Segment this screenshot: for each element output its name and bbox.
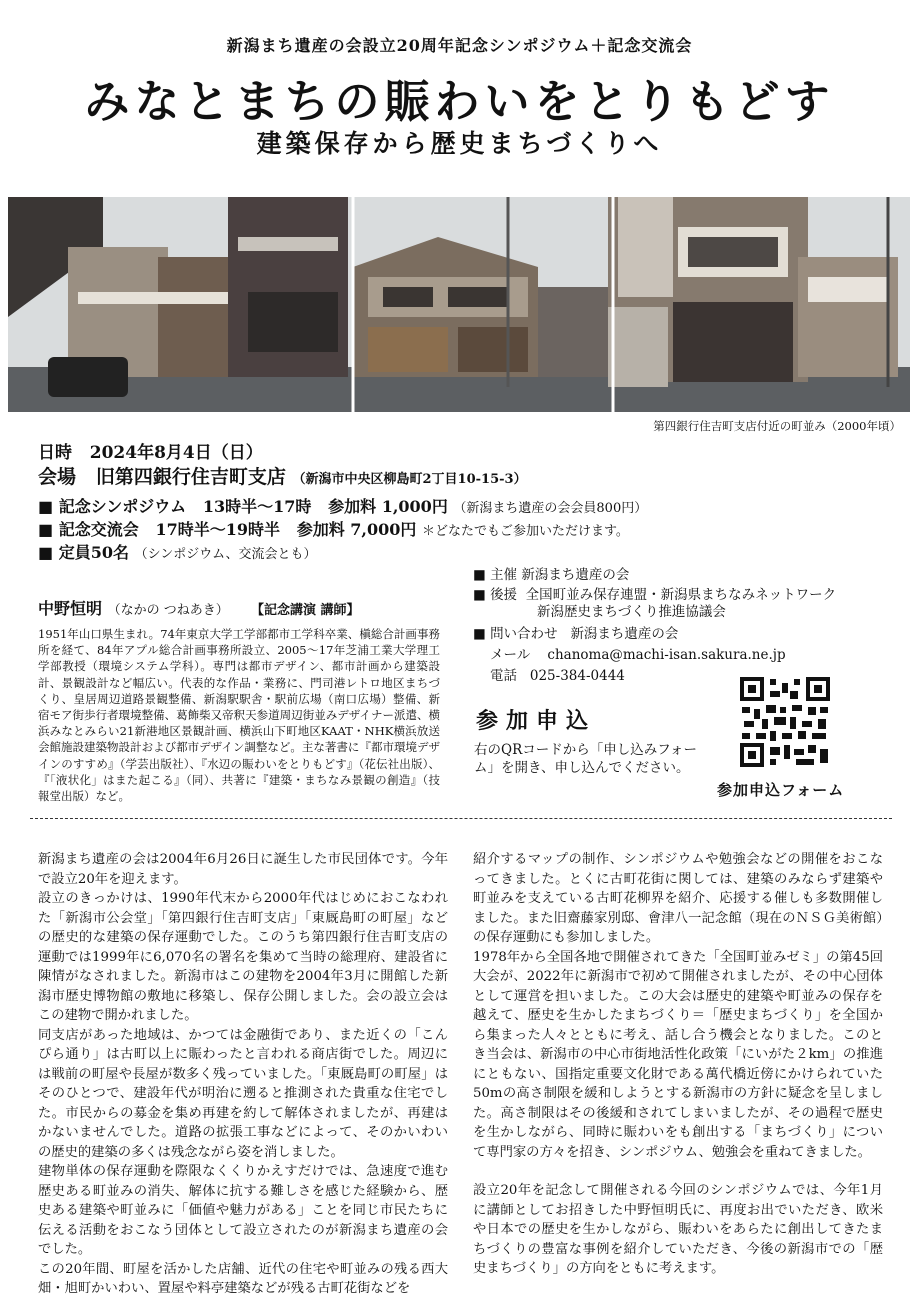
- date-value: 2024年8月4日（日）: [89, 443, 263, 463]
- mail-label: メール: [490, 647, 531, 663]
- square-bullet-icon: ■: [38, 520, 54, 539]
- mail-address[interactable]: chanoma@machi-isan.sakura.ne.jp: [547, 647, 786, 663]
- apply-text: 右のQRコードから「申し込みフォーム」を開き、申し込んでください。: [474, 742, 698, 776]
- contact-label: 問い合わせ: [490, 626, 558, 642]
- body-paragraph: 同支店があった地域は、かつては金融街であり、また近くの「こんぴら通り」は古町以上に賑わったと言われる商店街でした。周辺には戦前の町屋や長屋が数多く残っていました。「東厩島町の町屋」はそのひとつで、建設年代が明治に遡ると推測された貴重な住宅でした。市民からの募金を集め再建を約して解体されましたが、再建はかないませんでした。道路の拡張工事などによって、そのかいわいの歴史的建築の多くは残念ながら姿を消しました。: [38, 1027, 448, 1160]
- program-item-reception: [38, 517, 629, 540]
- support-line-2: 新潟歴史まちづくり推進協議会: [537, 604, 726, 620]
- program-fee: 参加料 7,000円: [296, 520, 417, 539]
- host-line: [473, 563, 629, 583]
- speaker-heading: [38, 596, 360, 619]
- program-label: 定員50名: [58, 543, 129, 562]
- body-paragraph: 紹介するマップの制作、シンポジウムや勉強会などの開催をおこなってきました。とくに古町花街に関しては、建築のみならず建築や町並みを支えている古町花柳界を紹介、応援する催しも多数開催しました。また旧齋藤家別邸、會津八一記念館（現在のＮＳＧ美術館）の保存運動にも参加しました。: [473, 852, 883, 945]
- program-time: 17時半～19時半: [155, 520, 280, 539]
- apply-heading: 参加申込: [476, 708, 597, 734]
- pre-title: 新潟まち遺産の会設立20周年記念シンポジウム＋記念交流会: [226, 36, 693, 55]
- host-label: 主催: [490, 567, 518, 583]
- square-bullet-icon: ■: [38, 543, 54, 562]
- square-bullet-icon: ■: [473, 587, 486, 603]
- program-label: 記念交流会: [58, 520, 139, 539]
- tel-label: 電話: [490, 668, 517, 684]
- program-note: ＊どなたでもご参加いただけます。: [421, 524, 629, 539]
- program-note: （新潟まち遺産の会会員800円）: [453, 501, 648, 516]
- speaker-role: 【記念講演 講師】: [251, 603, 360, 618]
- qr-code-graphic: [740, 677, 830, 767]
- venue-address: （新潟市中央区柳島町2丁目10-15-3）: [292, 472, 527, 487]
- program-note: （シンポジウム、交流会とも）: [134, 547, 317, 562]
- speaker-name: 中野恒明: [38, 599, 103, 618]
- tel-number: 025-384-0444: [529, 668, 625, 684]
- event-venue: [38, 462, 527, 489]
- host-name: 新潟まち遺産の会: [521, 567, 630, 583]
- contact-line: [473, 622, 678, 642]
- body-paragraph: 設立のきっかけは、1990年代末から2000年代はじめにおこなわれた「新潟市公会堂」「第四銀行住吉町支店」「東厩島町の町屋」などの歴史的な建築の保存運動でした。このうち第四銀行住吉町支店の運動では1999年に6,070名の署名を集めて当時の総理府、建設省に陳情がなされました。新潟市はこの建物を2004年3月に開館した新潟市歴史博物館の敷地に移築し、保存公開しました。会の設立会はこの建物で開かれました。: [38, 891, 448, 1023]
- subtitle: 建築保存から歴史まちづくりへ: [256, 129, 663, 158]
- main-title: みなとまちの賑わいをとりもどす: [84, 75, 835, 128]
- date-label: 日時: [38, 443, 72, 463]
- square-bullet-icon: ■: [473, 626, 486, 642]
- program-item-capacity: [38, 540, 317, 563]
- program-item-symposium: [38, 494, 647, 517]
- program-label: 記念シンポジウム: [58, 497, 187, 516]
- body-paragraph: この20年間、町屋を活かした店舗、近代の住宅や町並みの残る西大畑・旭町かいわい、置屋や料亭建築などが残る古町花街などを: [38, 1261, 448, 1296]
- mail-line: [490, 643, 786, 663]
- qr-code-icon[interactable]: [740, 677, 830, 767]
- event-date: [38, 438, 263, 463]
- body-left-column: [38, 850, 448, 1299]
- photo-caption: 第四銀行住吉町支店付近の町並み（2000年頃）: [653, 419, 901, 433]
- street-photo-illustration: [8, 197, 910, 412]
- square-bullet-icon: ■: [473, 567, 486, 583]
- program-fee: 参加料 1,000円: [328, 497, 448, 516]
- venue-value: 旧第四銀行住吉町支店: [95, 466, 286, 488]
- body-right-column: [473, 850, 883, 1279]
- body-paragraph: 新潟まち遺産の会は2004年6月26日に誕生した市民団体です。今年で設立20年を迎えます。: [38, 852, 448, 887]
- body-paragraph: 1978年から全国各地で開催されてきた「全国町並みゼミ」の第45回大会が、2022年に新潟市で初めて開催されましたが、その中心団体として運営を担いました。この大会は歴史的建築や町並みの保存を越えて、歴史を生かしたまちづくり＝「歴史まちづくり」を全国から集まった人々とともに考え、話し合う機会となりました。このとき当会は、新潟市の中心市街地活性化政策「にいがた２km」の推進にともない、国指定重要文化財である萬代橋近傍にかけられていた50mの高さ制限を緩和しようとする新潟市の方針に疑念を呈しました。高さ制限はその後緩和されてしまいましたが、その過程で歴史を生かしながら、同時に賑わいをも創出する「まちづくり」について専門家の方々を招き、シンポジウム、勉強会を重ねてきました。: [473, 949, 883, 1160]
- speaker-reading: （なかの つねあき）: [107, 603, 229, 618]
- body-paragraph: 設立20年を記念して開催される今回のシンポジウムでは、今年1月に講師としてお招きした中野恒明氏に、再度お出でいただき、欧米や日本での歴史を生かしながら、賑わいをあらたに創出してきたまちづくりの豊富な事例を紹介していただき、今後の新潟市での「歴史まちづくり」の方向をともに考えます。: [473, 1183, 883, 1276]
- program-time: 13時半～17時: [202, 497, 312, 516]
- support-orgs: 全国町並み保存連盟・新潟県まちなみネットワーク: [525, 587, 837, 603]
- section-divider: [30, 818, 892, 819]
- tel-line: [490, 664, 625, 684]
- qr-label: 参加申込フォーム: [717, 781, 845, 799]
- venue-label: 会場: [38, 466, 77, 488]
- contact-org: 新潟まち遺産の会: [570, 626, 679, 642]
- speaker-bio: 1951年山口県生まれ。74年東京大学工学部都市工学科卒業、槇総合計画事務所を経て、84年アプル総合計画事務所設立、2005～17年芝浦工業大学理工学部教授（環境システム学科）。専門は都市デザイン、都市計画から建築設計、景観設計など幅広い。代表的な作品・業務に、門司港レトロ地区まちづくり、皇居周辺道路景観整備、新潟駅駅舎・駅前広場（南口広場）整備、新宿モア街歩行者環境整備、葛飾柴又帝釈天参道周辺街並みデザイナー派遣、横浜みなとみらい21新港地区景観計画、横浜山下町地区KAAT・NHK横浜放送会館施設建築物設計および都市デザイン調整など。主な著書に『都市環境デザインのすすめ』（学芸出版社）、『水辺の賑わいをとりもどす』（花伝社出版）、『「液状化」はまた起こる』（同）、共著に『建築・まちなみ景観の創造』（技報堂出版）など。: [38, 627, 440, 804]
- support-label: 後援: [490, 587, 518, 603]
- street-photo: [8, 197, 910, 412]
- square-bullet-icon: ■: [38, 497, 54, 516]
- body-paragraph: 建物単体の保存運動を際限なくくりかえすだけでは、急速度で進む歴史ある町並みの消失、解体に抗する難しさを感じた経験から、歴史ある建築や町並みに「価値や魅力がある」ことを同じ市民たちに伝える活動をおこなう団体として設立されたのが新潟まち遺産の会でした。: [38, 1164, 448, 1257]
